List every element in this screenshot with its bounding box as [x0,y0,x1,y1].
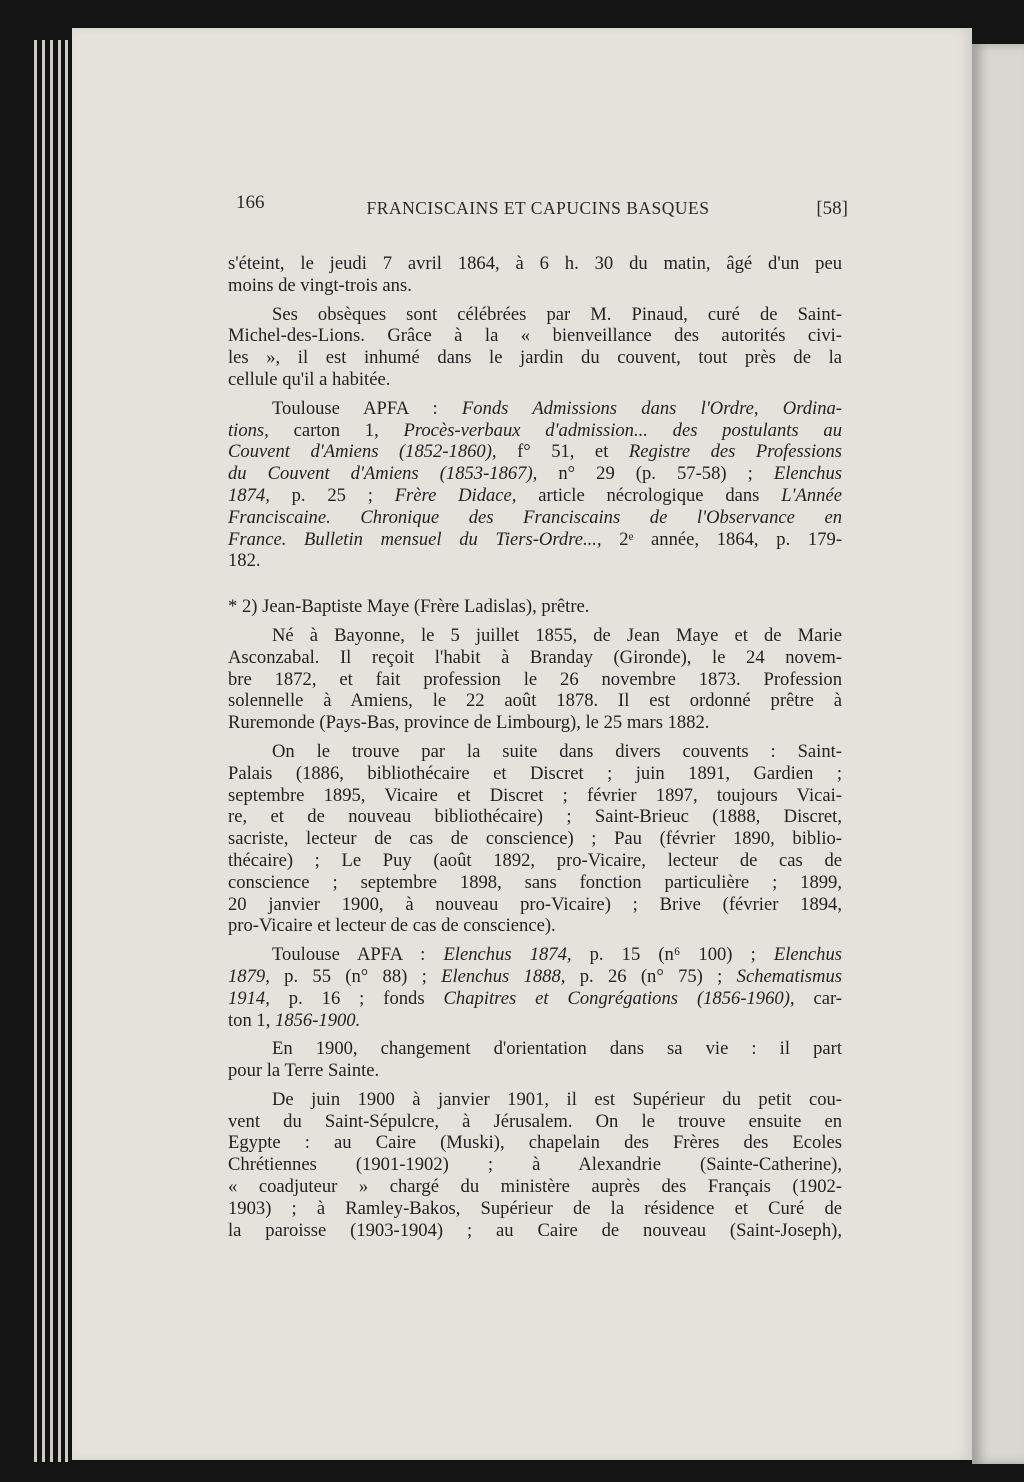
italic-text: 1856-1900. [275,1009,361,1031]
text: vent du Saint-Sépulcre, à Jérusalem. On le trouve ensuite en [228,1110,842,1132]
paragraph [228,596,842,618]
italic-text: Couvent d'Amiens (1852-1860), [228,441,497,463]
italic-text: Frère Didace, [394,484,517,506]
text-line [228,763,842,785]
text-line [228,1060,842,1082]
text: sacriste, lecteur de cas de conscience) ; Pau (février 1890, biblio- [228,828,842,850]
text-line [228,420,842,442]
text-line [228,485,842,507]
text-line [228,741,842,763]
paragraph [228,304,842,391]
page-stack-edge [65,40,68,1462]
paragraph [228,1089,842,1242]
italic-text: Ordina- [782,397,843,419]
text: cellule qu'il a habitée. [228,368,391,390]
running-title: FRANCISCAINS ET CAPUCINS BASQUES [366,198,710,218]
text: 2ᵉ année, 1864, p. 179- [601,528,843,550]
text: 20 janvier 1900, à nouveau pro-Vicaire) ; Brive (février 1894, [228,893,842,915]
italic-text: 1874, [228,484,270,506]
text: moins de vingt-trois ans. [228,274,412,296]
paragraph [228,253,842,297]
text: 1903) ; à Ramley-Bakos, Supérieur de la résidence et Curé de [228,1197,842,1219]
text: f° 51, et [496,441,629,463]
text: p. 26 (n° 75) ; [565,965,737,987]
text-line [228,1154,842,1176]
text: ton 1, [228,1009,276,1031]
text: « coadjuteur » chargé du ministère auprès des Français (1902- [228,1176,842,1198]
text: , [753,397,783,419]
italic-text: France. Bulletin mensuel du Tiers-Ordre..., [228,528,602,550]
text: la paroisse (1903-1904) ; au Caire de nouveau (Saint-Joseph), [228,1219,842,1241]
text-line [228,944,842,966]
text-line [228,253,842,275]
text: thécaire) ; Le Puy (août 1892, pro-Vicaire, lecteur de cas de [228,849,842,871]
italic-text: Chapitres et Congrégations (1856-1960), [443,987,795,1009]
text: Toulouse APFA : [272,397,462,419]
text: En 1900, changement d'orientation dans sa vie : il part [272,1038,842,1060]
italic-text: du Couvent d'Amiens (1853-1867), [228,463,538,485]
paragraph [228,625,842,734]
text-line [228,850,842,872]
text-line [228,1111,842,1133]
text: Michel-des-Lions. Grâce à la « bienveillance des autorités civi- [228,325,842,347]
text-line [228,690,842,712]
text: s'éteint, le jeudi 7 avril 1864, à 6 h. 30 du matin, âgé d'un peu [228,253,842,274]
text-line [228,550,842,572]
text-line [228,275,842,297]
text-line [228,596,842,618]
page-stack-edge [58,40,61,1462]
text-line [228,647,842,669]
text: Ruremonde (Pays-Bas, province de Limbourg), le 25 mars 1882. [228,712,710,734]
text: Toulouse APFA : [272,944,444,966]
text: Chrétiennes (1901-1902) ; à Alexandrie (Sainte-Catherine), [228,1154,842,1176]
text: conscience ; septembre 1898, sans fonction particulière ; 1899, [228,871,842,893]
text-line [228,915,842,937]
text-line [228,347,842,369]
text: pour la Terre Sainte. [228,1060,380,1082]
text: pro-Vicaire et lecteur de cas de conscience). [228,915,556,937]
text-line [228,441,842,463]
italic-text: Elenchus [773,944,843,966]
text-line [228,712,842,734]
italic-text: Elenchus 1888, [441,965,566,987]
italic-text: 1914, [228,987,270,1009]
text-line [228,828,842,850]
italic-text: Procès-verbaux d'admission... des postulants au [403,419,842,441]
text: Ses obsèques sont célébrées par M. Pinaud, curé de Saint- [272,303,842,325]
text: Egypte : au Caire (Muski), chapelain des Frères des Ecoles [228,1132,842,1154]
italic-text: 1879, [228,965,270,987]
text: 182. [228,550,261,572]
text-line [228,369,842,391]
text-line [228,806,842,828]
text: p. 16 ; fonds [269,987,444,1009]
paragraph [228,741,842,937]
running-header [228,192,848,222]
text-line [228,625,842,647]
page-stack-edge [34,40,37,1462]
body-text [228,253,842,1248]
text: solennelle à Amiens, le 22 août 1878. Il est ordonné prêtre à [228,690,842,712]
text-line [228,894,842,916]
page-stack-edge [50,40,53,1462]
text-line [228,1089,842,1111]
text: carton 1, [268,419,404,441]
text: car- [794,987,842,1009]
text: septembre 1895, Vicaire et Discret ; février 1897, toujours Vicai- [228,784,842,806]
text-line [228,1220,842,1242]
text-line [228,529,842,551]
text: re, et de nouveau bibliothécaire) ; Saint-Brieuc (1888, Discret, [228,806,842,828]
text: les », il est inhumé dans le jardin du couvent, tout près de la [228,347,842,369]
italic-text: Schematismus [736,965,842,987]
text: p. 15 (n⁶ 100) ; [571,944,774,966]
page-stack-edge [42,40,45,1462]
text-line [228,669,842,691]
text: De juin 1900 à janvier 1901, il est Supérieur du petit cou- [272,1088,842,1110]
text: Asconzabal. Il reçoit l'habit à Branday (Gironde), le 24 novem- [228,646,842,668]
text-line [228,966,842,988]
text-line [228,304,842,326]
text-line [228,1176,842,1198]
text-line [228,872,842,894]
italic-text: Registre des Professions [628,441,842,463]
text-line [228,1038,842,1060]
text-line [228,785,842,807]
text-line [228,1010,842,1032]
facing-page-edge [972,44,1024,1464]
text-line [228,507,842,529]
text-line [228,1132,842,1154]
text: article nécrologique dans [516,484,782,506]
section-number: [58] [816,198,848,219]
text-line [228,463,842,485]
text: On le trouve par la suite dans divers couvents : Saint- [272,740,842,762]
text: Né à Bayonne, le 5 juillet 1855, de Jean Maye et de Marie [272,624,842,646]
text-line [228,325,842,347]
page-number: 166 [236,192,265,213]
text: bre 1872, et fait profession le 26 novembre 1873. Profession [228,668,842,690]
text: * 2) Jean-Baptiste Maye (Frère Ladislas), prêtre. [228,596,590,618]
paragraph [228,1038,842,1082]
text-line [228,398,842,420]
text-line [228,1198,842,1220]
text-line [228,988,842,1010]
italic-text: Franciscaine. Chronique des Franciscains de l'Observance en [228,506,842,528]
italic-text: Elenchus 1874, [443,944,572,966]
italic-text: L'Année [781,484,842,506]
paragraph [228,944,842,1031]
italic-text: Elenchus [773,463,842,485]
paragraph [228,398,842,572]
italic-text: Fonds Admissions dans l'Ordre [461,397,754,419]
text: p. 55 (n° 88) ; [269,965,442,987]
text: Palais (1886, bibliothécaire et Discret ; juin 1891, Gardien ; [228,762,842,784]
italic-text: tions, [228,419,269,441]
text: n° 29 (p. 57-58) ; [537,463,774,485]
text: p. 25 ; [269,484,395,506]
